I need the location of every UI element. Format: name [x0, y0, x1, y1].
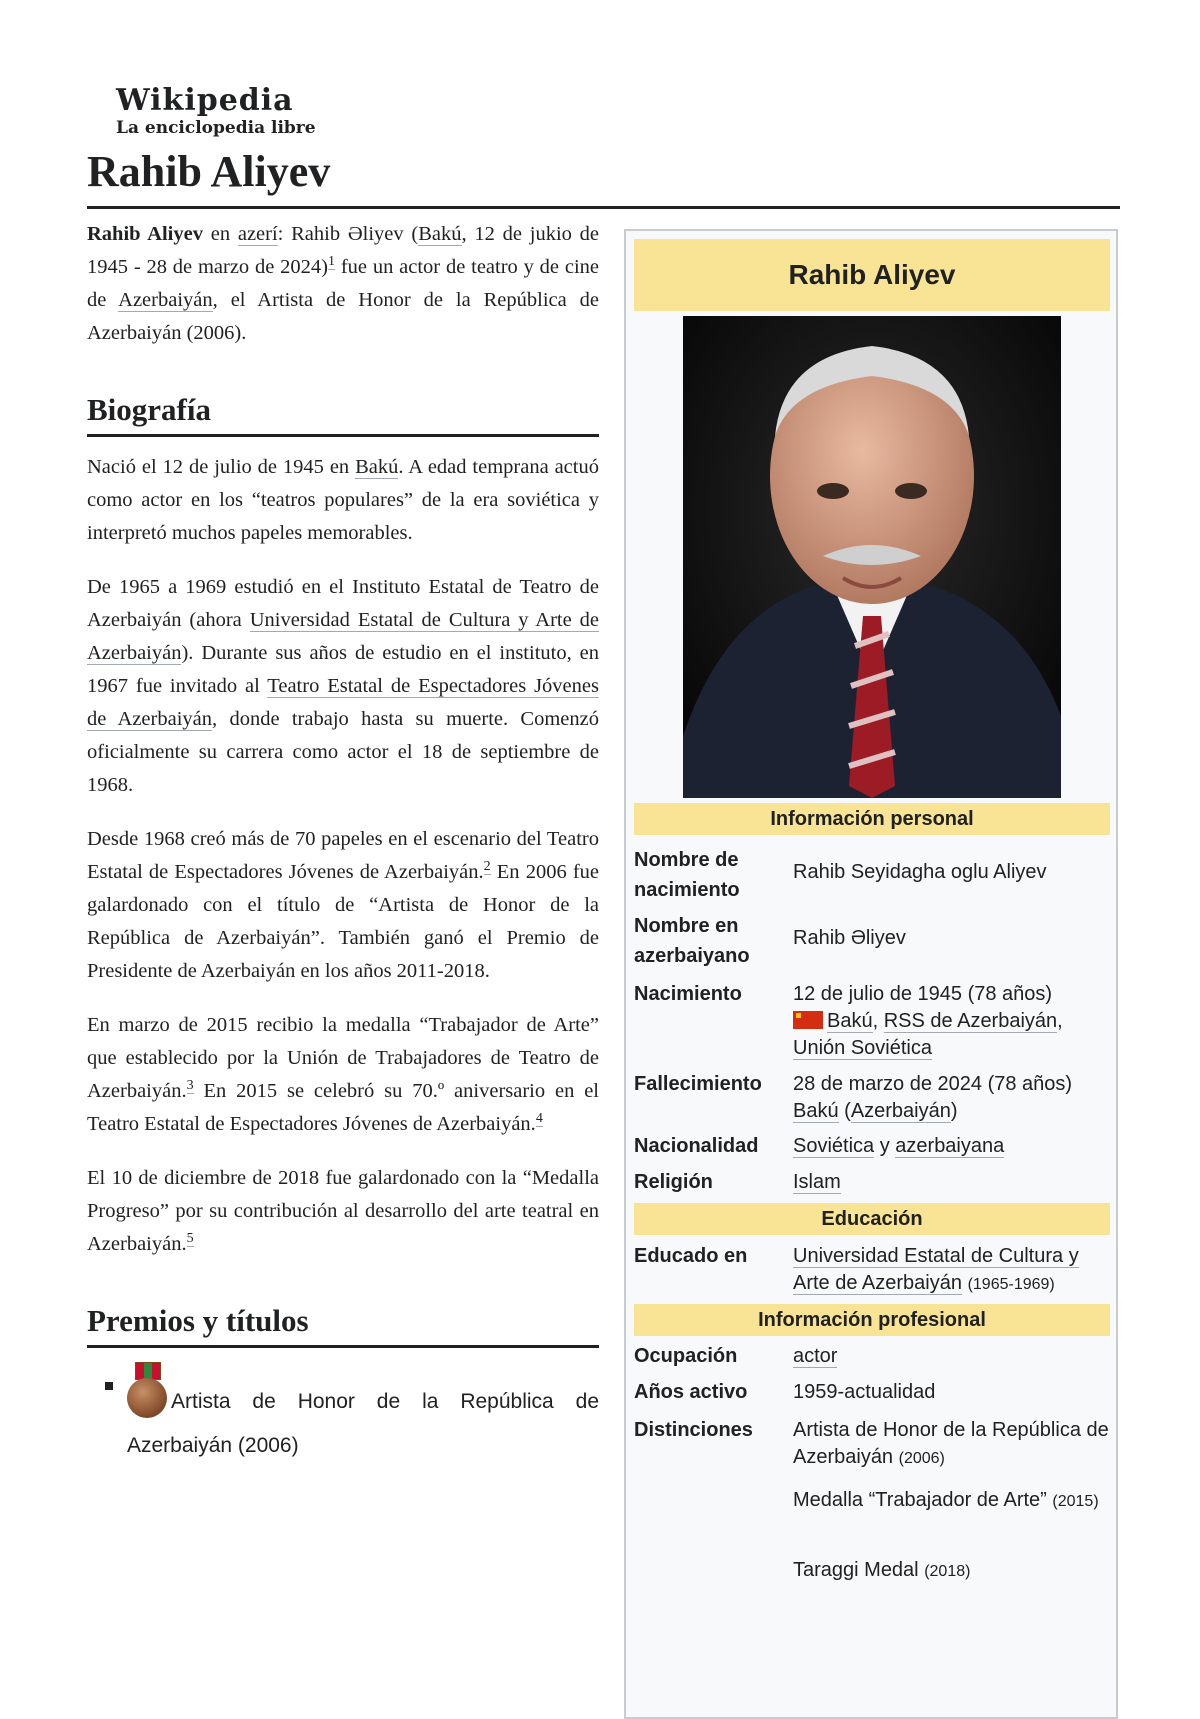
- text: Desde 1968 creó más de 70 papeles en el escenario del Teatro Estatal de Espectadores Jóvenes de Azerbaiyán.: [87, 828, 599, 883]
- infobox-title: Rahib Aliyev: [634, 239, 1110, 311]
- text: Medalla “Trabajador de Arte”: [793, 1489, 1047, 1511]
- link-azerbaiyan[interactable]: Azerbaiyán: [118, 289, 213, 311]
- value-distincion-1: [793, 1417, 1113, 1472]
- text: . A edad temprana actuó como actor en los “teatros populares” de la era soviética y interpretó muchos papeles memorables.: [87, 456, 599, 544]
- text: El 10 de diciembre de 2018 fue galardonado con la “Medalla Progreso” por su contribución al desarrollo del arte teatral en Azerbaiyán.: [87, 1167, 599, 1255]
- value-anos-activo: 1959-actualidad: [793, 1381, 936, 1403]
- text: : Rahib Əliyev (: [277, 223, 419, 245]
- death-date: 28 de marzo de 2024 (78 años): [793, 1073, 1073, 1095]
- text: (2018): [924, 1563, 971, 1580]
- page-title: Rahib Aliyev: [87, 147, 331, 196]
- bullet-icon: [105, 1382, 113, 1390]
- label-fallecimiento: Fallecimiento: [634, 1073, 762, 1095]
- text: (: [838, 1100, 851, 1122]
- value-nombre-azerbaiyano: Rahib Əliyev: [793, 927, 906, 949]
- value-distincion-3: [793, 1557, 1113, 1585]
- link-baku-bio[interactable]: Bakú: [355, 456, 399, 478]
- label-anos-activo: Años activo: [634, 1381, 748, 1403]
- link-fal-baku[interactable]: Bakú: [793, 1100, 839, 1122]
- text: De 1965 a 1969 estudió en el Instituto Estatal de Teatro de Azerbaiyán (ahora: [87, 576, 599, 631]
- intro-paragraph: [87, 218, 599, 350]
- ref-4[interactable]: 4: [535, 1111, 543, 1127]
- ref-3[interactable]: 3: [186, 1078, 194, 1094]
- infobox-heading-personal: Información personal: [634, 803, 1110, 835]
- link-union-sovietica[interactable]: Unión Soviética: [793, 1037, 932, 1059]
- label-nacionalidad: Nacionalidad: [634, 1135, 759, 1157]
- value-ocupacion: [793, 1343, 1113, 1370]
- bio-paragraph-2: [87, 571, 599, 802]
- text: Nació el 12 de julio de 1945 en: [87, 456, 356, 478]
- text: , 12 de jukio de 1945 - 28 de marzo de 2024): [87, 223, 599, 278]
- text: ,: [872, 1010, 884, 1032]
- link-nac-baku[interactable]: Bakú: [827, 1010, 873, 1032]
- text: , donde trabajo hasta su muerte. Comenzó oficialmente su carrera como actor el 18 de septiembre de 1968.: [87, 708, 599, 796]
- text: En marzo de 2015 recibio la medalla “Trabajador de Arte” que establecido por la Unión de Trabajadores de Teatro de Azerbaiyán.: [87, 1014, 599, 1102]
- text: en: [202, 223, 238, 245]
- link-azerbaiyana[interactable]: azerbaiyana: [895, 1135, 1005, 1157]
- bio-paragraph-5: [87, 1162, 599, 1261]
- text: En 2006 fue galardonado con el título de “Artista de Honor de la República de Azerbaiyán”. También ganó el Premio de Presidente de Azerbaiyán en los años 2011-2018.: [87, 861, 599, 982]
- text: (2006): [898, 1450, 945, 1467]
- link-sovietica[interactable]: Soviética: [793, 1135, 875, 1157]
- text: Artista de Honor de la República de Azerbaiyán: [793, 1419, 1109, 1468]
- awards-list: [87, 1362, 599, 1468]
- link-rss-azerbaiyan[interactable]: RSS de Azerbaiyán: [883, 1010, 1058, 1032]
- label-nacimiento: Nacimiento: [634, 983, 742, 1005]
- logo-wordmark: Wikipedia: [116, 83, 294, 118]
- value-religion: [793, 1169, 1113, 1196]
- label-ocupacion: Ocupación: [634, 1345, 738, 1367]
- intro-bold-name: Rahib Aliyev: [87, 223, 203, 245]
- infobox: [624, 229, 1118, 1719]
- birth-date: 12 de julio de 1945 (78 años): [793, 983, 1053, 1005]
- award-item: [127, 1362, 599, 1468]
- logo-tagline: La enciclopedia libre: [116, 118, 316, 138]
- section-heading-premios: Premios y títulos: [87, 1301, 599, 1348]
- text: En 2015 se celebró su 70.º aniversario en el Teatro Estatal de Espectadores Jóvenes de Azerbaiyán.: [87, 1080, 599, 1135]
- link-edu-universidad[interactable]: Universidad Estatal de Cultura y Arte de Azerbaiyán: [793, 1245, 1079, 1294]
- text: ). Durante sus años de estudio en el instituto, en 1967 fue invitado al: [87, 642, 599, 697]
- value-educado-en: [793, 1243, 1113, 1298]
- label-nombre-azerbaiyano: Nombre en azerbaiyano: [634, 915, 750, 967]
- wikipedia-logo[interactable]: [116, 84, 316, 138]
- label-religion: Religión: [634, 1171, 713, 1193]
- link-baku[interactable]: Bakú: [418, 223, 462, 245]
- article-body: [87, 218, 599, 1468]
- text: fue un actor de teatro y de cine de: [87, 256, 599, 311]
- value-nacimiento: [793, 981, 1113, 1062]
- text: , el Artista de Honor de la República de Azerbaiyán (2006).: [87, 289, 600, 344]
- label-nombre-nacimiento: Nombre de nacimiento: [634, 849, 740, 901]
- label-distinciones: Distinciones: [634, 1419, 753, 1441]
- ref-2[interactable]: 2: [483, 859, 491, 875]
- edu-years: (1965-1969): [967, 1276, 1055, 1293]
- text: y: [874, 1135, 896, 1157]
- label-educado-en: Educado en: [634, 1245, 748, 1267]
- link-islam[interactable]: Islam: [793, 1171, 841, 1193]
- infobox-heading-profesional: Información profesional: [634, 1304, 1110, 1336]
- value-nacionalidad: [793, 1133, 1113, 1160]
- title-divider: [87, 206, 1120, 209]
- value-fallecimiento: [793, 1071, 1113, 1125]
- link-fal-azerbaiyan[interactable]: Azerbaiyán: [850, 1100, 951, 1122]
- value-nombre-nacimiento: Rahib Seyidagha oglu Aliyev: [793, 861, 1047, 883]
- bio-paragraph-4: [87, 1009, 599, 1141]
- text: ): [950, 1100, 958, 1122]
- flag-icon: [793, 1011, 823, 1029]
- text: Taraggi Medal: [793, 1559, 919, 1581]
- bio-paragraph-1: [87, 451, 599, 550]
- ref-1[interactable]: 1: [328, 254, 336, 270]
- portrait-photo[interactable]: [683, 316, 1061, 798]
- award-text: Artista de Honor de la República de Azerbaiyán (2006): [127, 1390, 599, 1457]
- infobox-heading-educacion: Educación: [634, 1203, 1110, 1235]
- ref-5[interactable]: 5: [186, 1231, 194, 1247]
- value-distincion-2: [793, 1487, 1113, 1515]
- link-universidad[interactable]: Universidad Estatal de Cultura y Arte de Azerbaiyán: [87, 609, 599, 664]
- bio-paragraph-3: [87, 823, 599, 988]
- link-teatro-estatal[interactable]: Teatro Estatal de Espectadores Jóvenes de Azerbaiyán: [87, 675, 599, 730]
- link-actor[interactable]: actor: [793, 1345, 838, 1367]
- text: (2015): [1052, 1493, 1099, 1510]
- text: ,: [1057, 1010, 1063, 1032]
- medal-icon: [127, 1362, 167, 1420]
- link-azeri[interactable]: azerí: [237, 223, 278, 245]
- section-heading-biografia: Biografía: [87, 390, 599, 437]
